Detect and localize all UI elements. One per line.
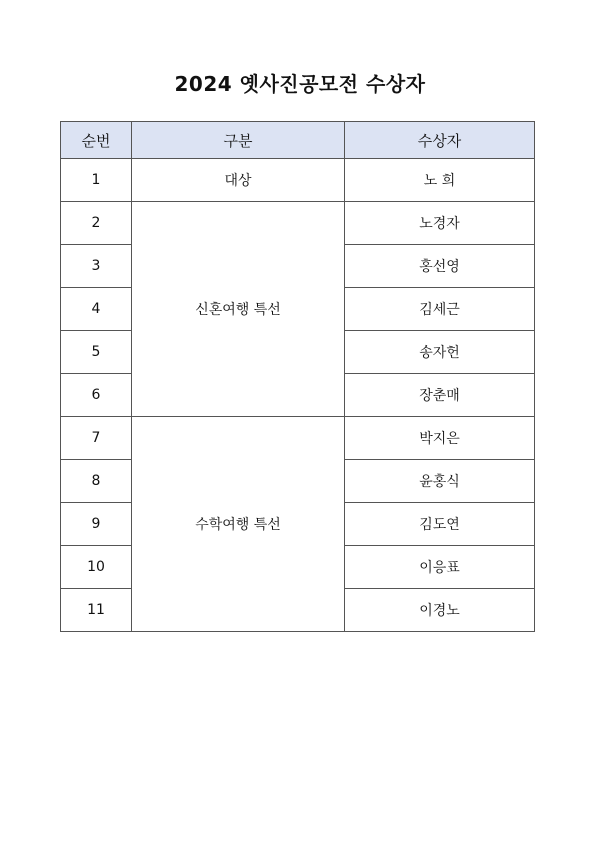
header-row: [61, 122, 535, 159]
winner-name: 김세근: [345, 288, 535, 331]
category-cell: 대상: [132, 159, 345, 202]
winner-name: 홍선영: [345, 245, 535, 288]
row-number: 6: [61, 374, 132, 417]
row-number: 9: [61, 503, 132, 546]
winners-table: [60, 121, 535, 632]
header-no: 순번: [61, 122, 132, 159]
row-number: 7: [61, 417, 132, 460]
table-row: [61, 159, 535, 202]
row-number: 11: [61, 589, 132, 632]
row-number: 2: [61, 202, 132, 245]
category-cell: 수학여행 특선: [132, 417, 345, 632]
winner-name: 김도연: [345, 503, 535, 546]
winner-name: 이응표: [345, 546, 535, 589]
winner-name: 노 희: [345, 159, 535, 202]
winner-name: 윤홍식: [345, 460, 535, 503]
row-number: 10: [61, 546, 132, 589]
table-header: [61, 122, 535, 159]
winner-name: 이경노: [345, 589, 535, 632]
row-number: 1: [61, 159, 132, 202]
table-row: [61, 417, 535, 460]
row-number: 3: [61, 245, 132, 288]
winner-name: 장춘매: [345, 374, 535, 417]
winner-name: 박지은: [345, 417, 535, 460]
table-row: [61, 202, 535, 245]
row-number: 5: [61, 331, 132, 374]
table-body: [61, 159, 535, 632]
row-number: 4: [61, 288, 132, 331]
row-number: 8: [61, 460, 132, 503]
winner-name: 송자헌: [345, 331, 535, 374]
winner-name: 노경자: [345, 202, 535, 245]
category-cell: 신혼여행 특선: [132, 202, 345, 417]
page-title: 2024 옛사진공모전 수상자: [174, 72, 426, 96]
header-category: 구분: [132, 122, 345, 159]
header-winner: 수상자: [345, 122, 535, 159]
